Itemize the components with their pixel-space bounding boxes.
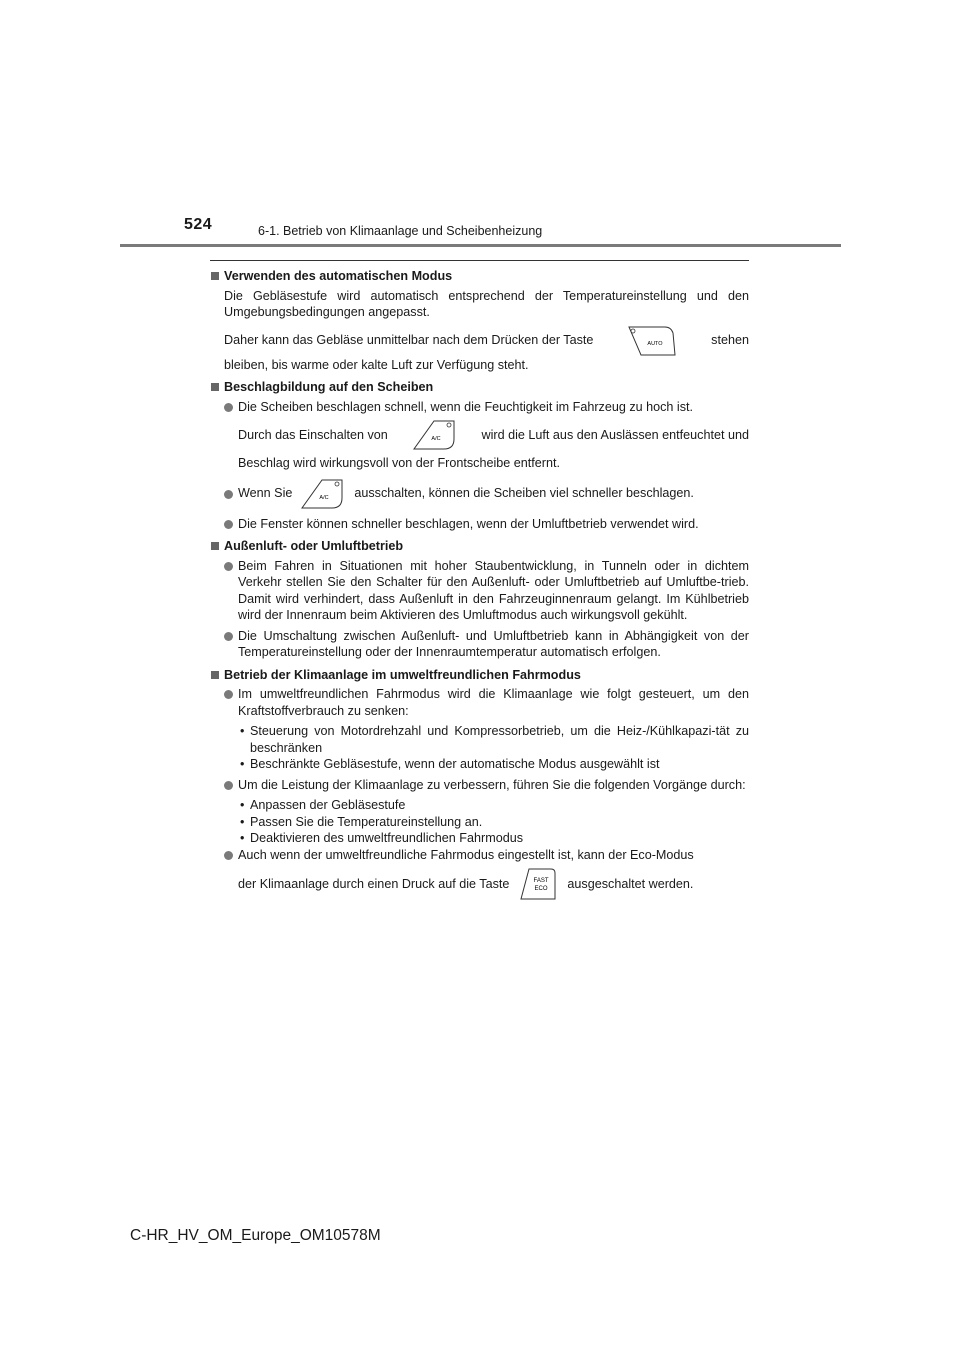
fast-eco-button-icon bbox=[517, 867, 559, 901]
circle-bullet-icon bbox=[224, 403, 233, 412]
section-title: 6-1. Betrieb von Klimaanlage und Scheibenheizung bbox=[258, 224, 543, 238]
text: Wenn Sie bbox=[238, 486, 293, 501]
list-item bbox=[210, 399, 749, 472]
circle-bullet-icon bbox=[224, 632, 233, 641]
text: der Klimaanlage durch einen Druck auf die Taste bbox=[238, 876, 510, 891]
text: Auch wenn der umweltfreundliche Fahrmodus eingestellt ist, kann der Eco-Modus bbox=[238, 847, 694, 862]
auto-icon-label: AUTO bbox=[647, 340, 663, 347]
circle-bullet-icon bbox=[224, 520, 233, 529]
list-item bbox=[210, 516, 749, 533]
section-heading-eco-mode bbox=[210, 667, 749, 684]
text: Im umweltfreundlichen Fahrmodus wird die Klimaanlage wie folgt gesteuert, um den Kraftstoffverbrauch zu senken: bbox=[238, 687, 749, 718]
list-item bbox=[210, 686, 749, 719]
header-rule bbox=[120, 244, 841, 247]
text: wird die Luft aus den Auslässen entfeuchtet und bbox=[481, 427, 749, 442]
ac-icon-label: A/C bbox=[319, 494, 329, 501]
text: Beschränkte Gebläsestufe, wenn der automatische Modus ausgewählt ist bbox=[250, 757, 660, 771]
ac-button-icon bbox=[412, 419, 458, 451]
sub-list-item bbox=[210, 723, 749, 756]
circle-bullet-icon bbox=[224, 490, 233, 499]
list-item bbox=[210, 478, 749, 510]
circle-bullet-icon bbox=[224, 851, 233, 860]
sub-list-item bbox=[210, 814, 749, 831]
sub-list-item bbox=[210, 830, 749, 847]
section-heading-text: Betrieb der Klimaanlage im umweltfreundlichen Fahrmodus bbox=[224, 667, 581, 682]
text: Durch das Einschalten von bbox=[238, 427, 388, 442]
content-rule bbox=[210, 260, 749, 261]
text: Beschlag wird wirkungsvoll von der Frontscheibe entfernt. bbox=[238, 456, 560, 470]
text: Beim Fahren in Situationen mit hoher Staubentwicklung, in Tunneln oder in dichtem Verkehr stellen Sie den Schalter für den Außenluft- oder Umluftbetrieb auf Umluftbe-trieb. Damit wird verhindert, dass Außenluft in den Fahrzeuginnenraum gelangt. Im Kühlbetrieb wird der Innenraum beim Aktivieren des Umluftmodus auch wirkungsvoll gekühlt. bbox=[238, 558, 749, 622]
fast-eco-icon-label-bottom: ECO bbox=[534, 886, 548, 892]
dot-marker: • bbox=[240, 798, 245, 812]
text: Die Fenster können schneller beschlagen, wenn der Umluftbetrieb verwendet wird. bbox=[238, 516, 699, 531]
circle-bullet-icon bbox=[224, 781, 233, 790]
page-number: 524 bbox=[184, 216, 213, 233]
square-bullet-icon bbox=[211, 272, 219, 280]
paragraph: bleiben, bis warme oder kalte Luft zur Verfügung steht. bbox=[224, 357, 529, 372]
square-bullet-icon bbox=[211, 542, 219, 550]
section-heading-text: Verwenden des automatischen Modus bbox=[224, 269, 453, 283]
section-heading-auto-mode bbox=[210, 268, 749, 285]
section-heading-recirculation bbox=[210, 538, 749, 555]
text: stehen bbox=[711, 333, 749, 348]
list-item bbox=[210, 628, 749, 661]
text: ausschalten, können die Scheiben viel schneller beschlagen. bbox=[354, 486, 694, 501]
text: Deaktivieren des umweltfreundlichen Fahrmodus bbox=[250, 831, 523, 845]
section-heading-fogging bbox=[210, 379, 749, 396]
footer-doc-code: C-HR_HV_OM_Europe_OM10578M bbox=[130, 1227, 381, 1244]
paragraph-with-icon bbox=[224, 325, 749, 357]
paragraph: Die Gebläsestufe wird automatisch entsprechend der Temperatureinstellung und den Umgebungsbedingungen angepasst. bbox=[224, 288, 749, 319]
text: Anpassen der Gebläsestufe bbox=[250, 798, 406, 812]
square-bullet-icon bbox=[211, 383, 219, 391]
text: ausgeschaltet werden. bbox=[567, 876, 694, 891]
dot-marker: • bbox=[240, 757, 245, 771]
square-bullet-icon bbox=[211, 671, 219, 679]
list-item bbox=[210, 847, 749, 902]
sub-list-item bbox=[210, 756, 749, 773]
text: Daher kann das Gebläse unmittelbar nach dem Drücken der Taste bbox=[224, 333, 594, 348]
circle-bullet-icon bbox=[224, 562, 233, 571]
auto-button-icon bbox=[627, 325, 677, 357]
text: Um die Leistung der Klimaanlage zu verbessern, führen Sie die folgenden Vorgänge durch: bbox=[238, 777, 746, 792]
content-body bbox=[210, 268, 749, 901]
text: Passen Sie die Temperatureinstellung an. bbox=[250, 814, 483, 829]
list-item bbox=[210, 558, 749, 624]
section-heading-text: Außenluft- oder Umluftbetrieb bbox=[224, 539, 404, 553]
circle-bullet-icon bbox=[224, 690, 233, 699]
sub-list-item bbox=[210, 797, 749, 814]
dot-marker: • bbox=[240, 724, 245, 738]
text: Die Umschaltung zwischen Außenluft- und Umluftbetrieb kann in Abhängigkeit von der Temperatureinstellung oder der Innenraumtemperatur automatisch erfolgen. bbox=[238, 628, 749, 659]
ac-icon-label: A/C bbox=[431, 436, 441, 442]
section-heading-text: Beschlagbildung auf den Scheiben bbox=[224, 380, 434, 394]
text: Die Scheiben beschlagen schnell, wenn die Feuchtigkeit im Fahrzeug zu hoch ist. bbox=[238, 399, 694, 414]
text: Steuerung von Motordrehzahl und Kompressorbetrieb, um die Heiz-/Kühlkapazi-tät zu beschränken bbox=[250, 724, 749, 755]
dot-marker: • bbox=[240, 831, 245, 845]
dot-marker: • bbox=[240, 814, 245, 829]
list-item bbox=[210, 777, 749, 794]
fast-eco-icon-label-top: FAST bbox=[533, 878, 549, 884]
ac-button-icon bbox=[300, 478, 346, 510]
